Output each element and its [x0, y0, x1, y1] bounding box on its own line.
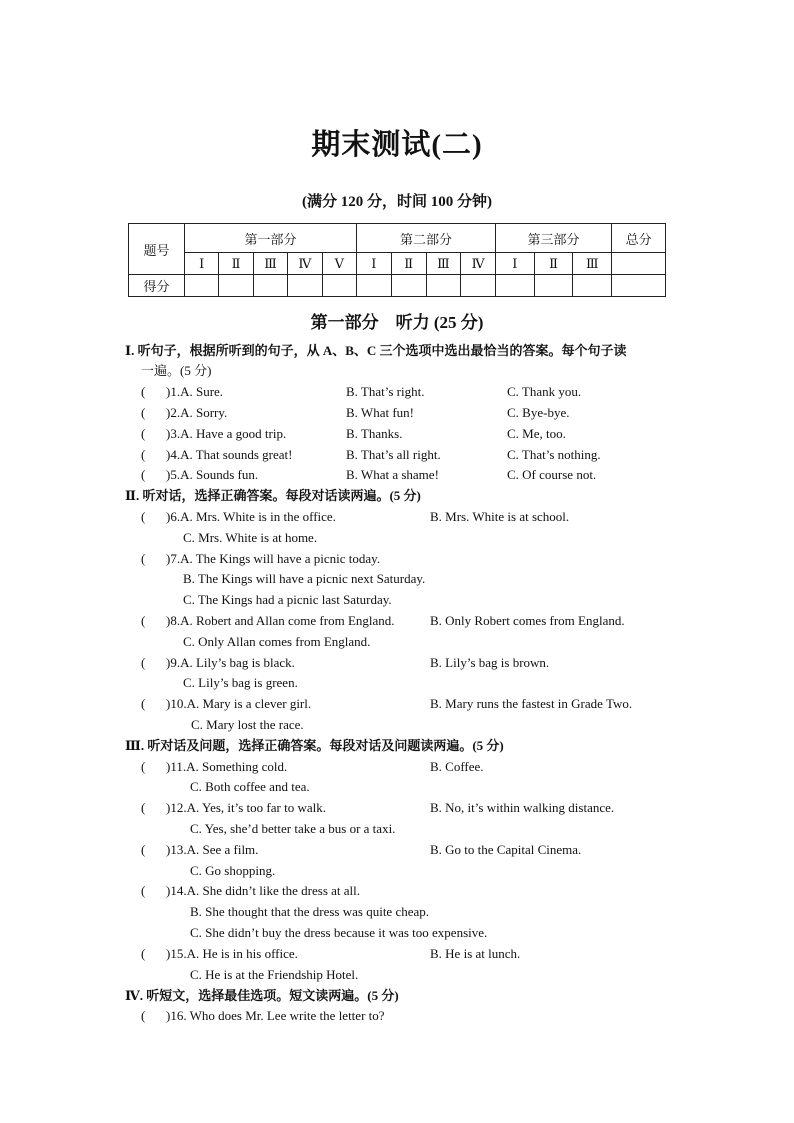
option-a: )3.A. Have a good trip.: [166, 426, 287, 441]
option-c: C. Thank you.: [507, 384, 582, 399]
option-a: )13.A. See a film.: [166, 842, 259, 857]
option-b: B. Go to the Capital Cinema.: [430, 842, 582, 857]
score-table-total: 总分: [612, 224, 666, 253]
option-a: )7.A. The Kings will have a picnic today.: [166, 551, 381, 566]
score-table-question-label: 题号: [129, 224, 185, 275]
score-table-col: Ⅰ: [496, 253, 535, 275]
answer-bracket[interactable]: (: [141, 426, 146, 441]
instruction-part4: Ⅳ. 听短文，选择最佳选项。短文读两遍。(5 分): [125, 988, 399, 1003]
option-b: B. That’s all right.: [346, 447, 441, 462]
option-c: C. Mrs. White is at home.: [183, 530, 318, 545]
page-title: 期末测试(二): [311, 129, 483, 161]
option-b: B. What fun!: [346, 405, 414, 420]
option-a: )12.A. Yes, it’s too far to walk.: [166, 800, 326, 815]
option-b: B. No, it’s within walking distance.: [430, 800, 615, 815]
answer-bracket[interactable]: (: [141, 883, 146, 898]
option-c: C. Lily’s bag is green.: [183, 675, 298, 690]
answer-bracket[interactable]: (: [141, 384, 146, 399]
answer-bracket[interactable]: (: [141, 946, 146, 961]
score-cell[interactable]: [219, 275, 253, 297]
option-b: B. He is at lunch.: [430, 946, 521, 961]
option-a: )11.A. Something cold.: [166, 759, 288, 774]
option-a: )4.A. That sounds great!: [166, 447, 293, 462]
option-c: C. Bye-bye.: [507, 405, 570, 420]
option-a: )10.A. Mary is a clever girl.: [166, 696, 312, 711]
answer-bracket[interactable]: (: [141, 696, 146, 711]
option-c: C. The Kings had a picnic last Saturday.: [183, 592, 392, 607]
option-c: C. Yes, she’d better take a bus or a taxi.: [190, 821, 396, 836]
option-c: C. Mary lost the race.: [191, 717, 304, 732]
score-cell[interactable]: [426, 275, 461, 297]
option-c: C. Go shopping.: [190, 863, 276, 878]
option-b: B. Mary runs the fastest in Grade Two.: [430, 696, 633, 711]
answer-bracket[interactable]: (: [141, 551, 146, 566]
score-table-col: Ⅲ: [573, 253, 612, 275]
score-table-score-label: 得分: [129, 275, 185, 297]
answer-bracket[interactable]: (: [141, 1008, 146, 1023]
score-table-col: Ⅳ: [288, 253, 322, 275]
option-a: )9.A. Lily’s bag is black.: [166, 655, 295, 670]
answer-bracket[interactable]: (: [141, 509, 146, 524]
score-table-col: Ⅰ: [357, 253, 392, 275]
option-a: )6.A. Mrs. White is in the office.: [166, 509, 336, 524]
option-b: B. Coffee.: [430, 759, 484, 774]
score-cell[interactable]: [534, 275, 573, 297]
instruction-part1-cont: 一遍。(5 分): [141, 363, 212, 378]
option-a: )15.A. He is in his office.: [166, 946, 298, 961]
option-b: B. Mrs. White is at school.: [430, 509, 570, 524]
option-c: C. Of course not.: [507, 467, 597, 482]
score-cell[interactable]: [185, 275, 219, 297]
option-a: )2.A. Sorry.: [166, 405, 228, 420]
answer-bracket[interactable]: (: [141, 405, 146, 420]
score-cell-total[interactable]: [612, 275, 666, 297]
option-b: B. That’s right.: [346, 384, 425, 399]
instruction-part1: Ⅰ. 听句子，根据所听到的句子，从 A、B、C 三个选项中选出最恰当的答案。每个句子读: [125, 343, 627, 358]
answer-bracket[interactable]: (: [141, 655, 146, 670]
answer-bracket[interactable]: (: [141, 842, 146, 857]
score-cell[interactable]: [461, 275, 496, 297]
option-b: B. Lily’s bag is brown.: [430, 655, 550, 670]
option-b: B. The Kings will have a picnic next Saturday.: [183, 571, 426, 586]
question-text: )16. Who does Mr. Lee write the letter to?: [166, 1008, 385, 1023]
section-heading: 第一部分 听力 (25 分): [310, 313, 484, 332]
option-a: )1.A. Sure.: [166, 384, 224, 399]
score-table: [128, 223, 666, 297]
score-table-part1: 第一部分: [185, 224, 357, 253]
score-cell[interactable]: [357, 275, 392, 297]
score-cell[interactable]: [288, 275, 322, 297]
score-table-col: Ⅱ: [534, 253, 573, 275]
instruction-part2: Ⅱ. 听对话，选择正确答案。每段对话读两遍。(5 分): [125, 488, 421, 503]
score-table-col: Ⅳ: [461, 253, 496, 275]
option-a: )5.A. Sounds fun.: [166, 467, 259, 482]
score-table-col: Ⅰ: [185, 253, 219, 275]
score-table-col: Ⅱ: [391, 253, 426, 275]
option-b: B. What a shame!: [346, 467, 439, 482]
answer-bracket[interactable]: (: [141, 447, 146, 462]
score-cell[interactable]: [391, 275, 426, 297]
score-table-part3: 第三部分: [496, 224, 612, 253]
option-b: B. Only Robert comes from England.: [430, 613, 625, 628]
option-c: C. Only Allan comes from England.: [183, 634, 371, 649]
option-a: )8.A. Robert and Allan come from England.: [166, 613, 395, 628]
answer-bracket[interactable]: (: [141, 467, 146, 482]
score-cell[interactable]: [253, 275, 287, 297]
option-a: )14.A. She didn’t like the dress at all.: [166, 883, 361, 898]
exam-info: (满分 120 分，时间 100 分钟): [302, 194, 492, 210]
score-cell[interactable]: [322, 275, 356, 297]
score-table-col: Ⅲ: [253, 253, 287, 275]
score-cell[interactable]: [496, 275, 535, 297]
score-table-col: Ⅱ: [219, 253, 253, 275]
score-table-col: Ⅴ: [322, 253, 356, 275]
score-table-col: Ⅲ: [426, 253, 461, 275]
option-c: C. Both coffee and tea.: [190, 779, 310, 794]
answer-bracket[interactable]: (: [141, 613, 146, 628]
score-cell[interactable]: [573, 275, 612, 297]
option-c: C. Me, too.: [507, 426, 566, 441]
score-table-part2: 第二部分: [357, 224, 496, 253]
score-table-blank: [612, 253, 666, 275]
instruction-part3: Ⅲ. 听对话及问题，选择正确答案。每段对话及问题读两遍。(5 分): [125, 738, 504, 753]
option-c: C. He is at the Friendship Hotel.: [190, 967, 359, 982]
option-b: B. Thanks.: [346, 426, 403, 441]
option-b: B. She thought that the dress was quite cheap.: [190, 904, 430, 919]
answer-bracket[interactable]: (: [141, 800, 146, 815]
answer-bracket[interactable]: (: [141, 759, 146, 774]
option-c: C. That’s nothing.: [507, 447, 601, 462]
option-c: C. She didn’t buy the dress because it was too expensive.: [190, 925, 488, 940]
